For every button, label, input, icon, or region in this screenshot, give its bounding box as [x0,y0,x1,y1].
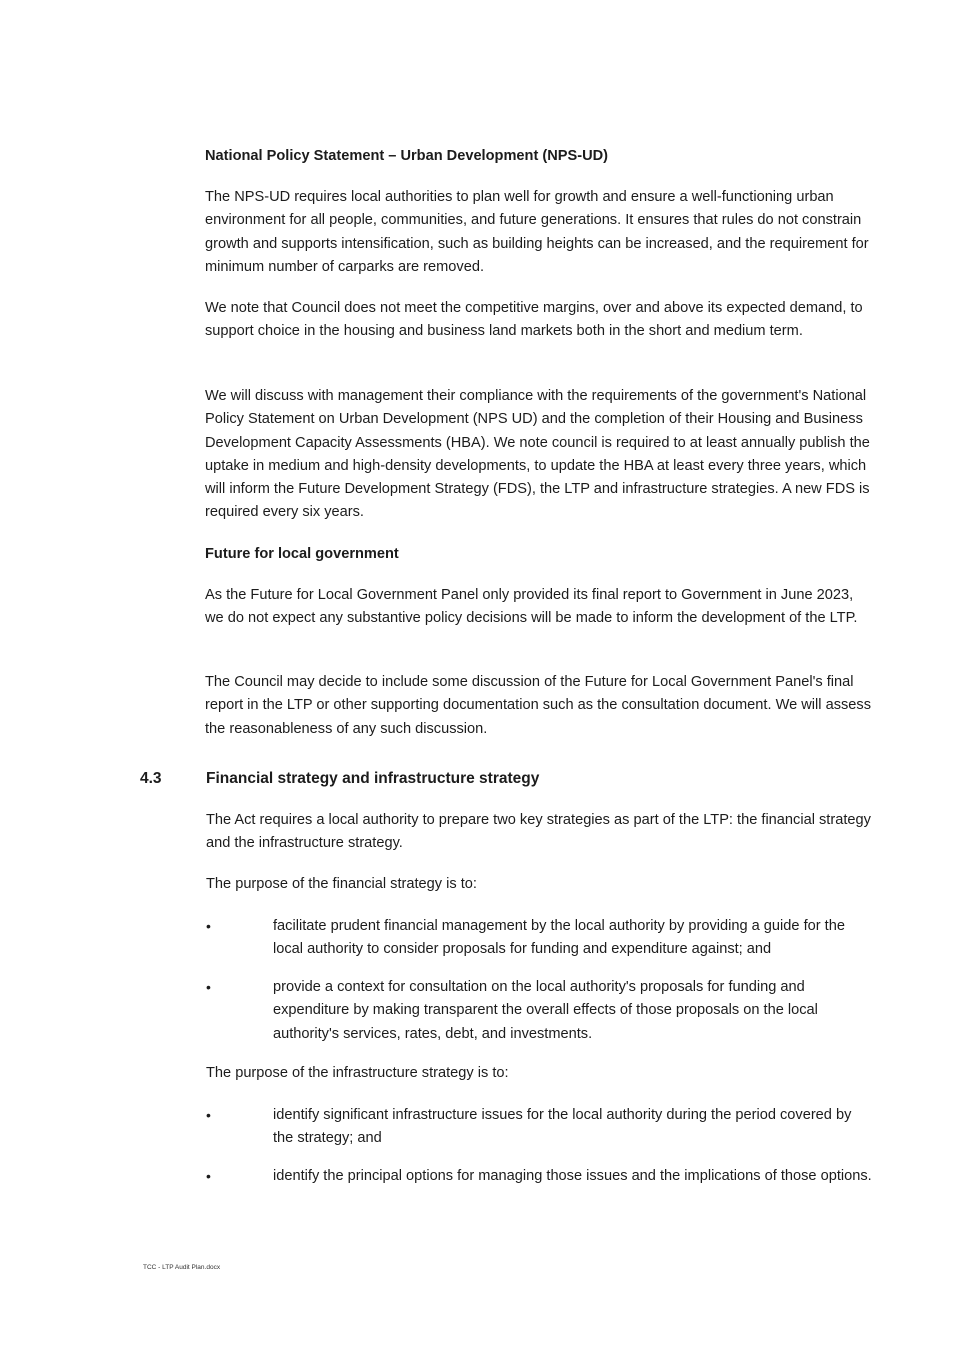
footer-filename: TCC - LTP Audit Plan.docx [143,1264,221,1271]
future-local-gov-heading: Future for local government [205,546,399,562]
nps-ud-heading: National Policy Statement – Urban Development (NPS-UD) [205,148,609,164]
infrastructure-bullet-1: identify significant infrastructure issues for the local authority during the period covered by the strategy; and [273,1107,852,1147]
nps-ud-paragraph-1: The NPS-UD requires local authorities to plan well for growth and ensure a well-functioning urban environment for all people, communities, and future generations. It ensures that rules do not constrain growth and supports intensification, such as building heights can be increased, and the requirement for minimum number of carparks are removed. [205,189,869,275]
bullet-marker: • [206,918,211,934]
infrastructure-strategy-purpose: The purpose of the infrastructure strategy is to: [206,1065,509,1081]
future-local-gov-paragraph-1: As the Future for Local Government Panel only provided its final report to Government in June 2023, we do not expect any substantive policy decisions will be made to inform the development of the LTP. [205,587,858,627]
financial-bullet-2: provide a context for consultation on the local authority's proposals for funding and expenditure by making transparent the overall effects of those proposals on the local authority's services, rates, debt, and investments. [273,979,818,1042]
section-number: 4.3 [140,770,162,787]
section-intro-paragraph: The Act requires a local authority to prepare two key strategies as part of the LTP: the financial strategy and the infrastructure strategy. [206,812,871,852]
future-local-gov-paragraph-2: The Council may decide to include some discussion of the Future for Local Government Panel's final report in the LTP or other supporting documentation such as the consultation document. We will assess the reasonableness of any such discussion. [205,674,872,737]
nps-ud-paragraph-2: We note that Council does not meet the competitive margins, over and above its expected demand, to support choice in the housing and business land markets both in the short and medium term. [205,300,863,340]
nps-ud-paragraph-3: We will discuss with management their compliance with the requirements of the government's National Policy Statement on Urban Development (NPS UD) and the completion of their Housing and Business Development Capacity Assessments (HBA). We note council is required to at least annually publish the uptake in medium and high-density developments, to update the HBA at least every three years, which will inform the Future Development Strategy (FDS), the LTP and infrastructure strategies. A new FDS is required every six years. [205,388,870,521]
bullet-marker: • [206,979,211,995]
bullet-marker: • [206,1168,211,1184]
bullet-marker: • [206,1107,211,1123]
section-title: Financial strategy and infrastructure strategy [206,770,540,787]
financial-bullet-1: facilitate prudent financial management by the local authority by providing a guide for the local authority to consider proposals for funding and expenditure against; and [273,918,845,958]
infrastructure-bullet-2: identify the principal options for managing those issues and the implications of those options. [273,1168,872,1184]
financial-strategy-purpose: The purpose of the financial strategy is to: [206,876,477,892]
